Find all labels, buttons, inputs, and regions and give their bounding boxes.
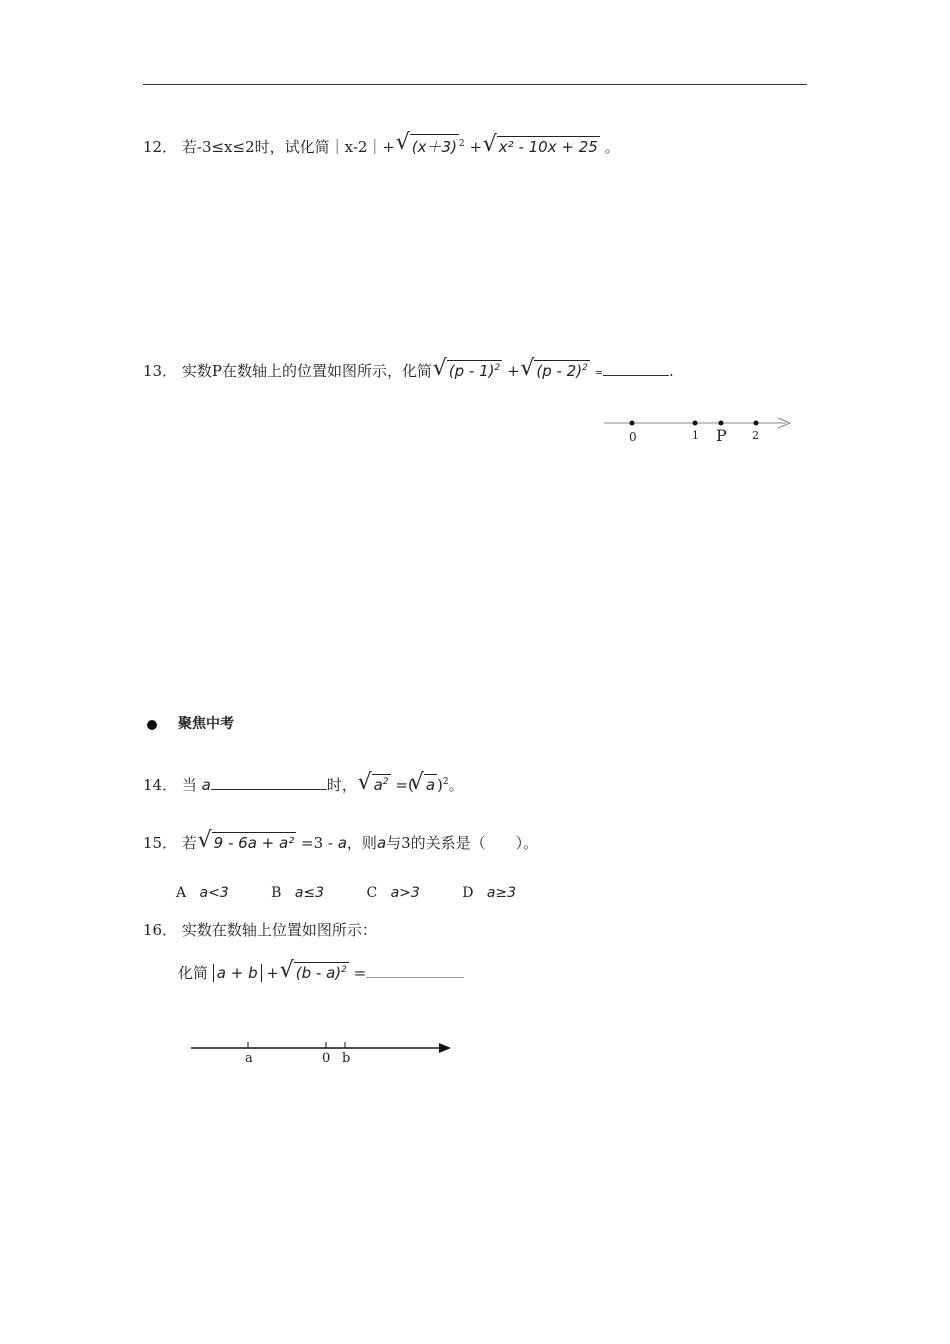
q13-exponent-1: 2 [494, 363, 501, 373]
q16-answer-blank [366, 977, 464, 978]
q13-dot-0 [630, 421, 635, 426]
q15-radicand: 9 - 6a + a² [213, 834, 295, 852]
q13-dot-1 [693, 421, 698, 426]
q14-close: ) [437, 776, 443, 794]
q12-sqrt-2 [487, 136, 600, 156]
question-12 [143, 134, 620, 157]
q15-option-d-value: a≥3 [486, 885, 517, 901]
q12-sqrt-1 [400, 134, 459, 157]
q13-label-0: 0 [629, 430, 637, 444]
q15-options [176, 885, 554, 901]
q14-text-post: 时， [326, 776, 357, 794]
q14-rhs: a [425, 776, 436, 794]
q13-dot-2 [754, 421, 759, 426]
q12-exponent: 2 [458, 139, 465, 149]
q16-abs-inner: a + b [216, 964, 258, 982]
q14-exponent-rhs: 2 [442, 777, 449, 787]
q13-number: 13． [143, 362, 178, 380]
q15-sqrt [202, 832, 297, 852]
q15-option-c-label: C [366, 885, 378, 901]
q14-number: 14． [143, 776, 178, 794]
q13-equals: = [594, 368, 603, 379]
q15-eq: =3 - [301, 834, 338, 852]
q16-sqrt [284, 962, 349, 982]
q16-number: 16． [143, 921, 178, 939]
q15-option-c[interactable] [366, 885, 419, 901]
section-bullet [147, 716, 157, 734]
q15-option-a[interactable] [176, 885, 229, 901]
q13-plus: + [507, 362, 520, 380]
q14-eq: =( [395, 776, 414, 794]
q15-text-post: ，则 [346, 834, 377, 852]
q15-option-b[interactable] [271, 885, 324, 901]
q13-expr1: (p - 1) [448, 362, 495, 380]
q13-label-1: 1 [692, 429, 699, 442]
q15-option-d-label: D [462, 885, 474, 901]
q16-number-line [185, 1036, 460, 1068]
question-14 [143, 774, 464, 795]
q12-expr1: (x＋3) [411, 138, 457, 156]
q15-option-a-value: a<3 [199, 885, 229, 901]
q15-text-pre: 若 [181, 834, 197, 852]
q14-sqrt-lhs [362, 774, 391, 794]
q13-exponent-2: 2 [582, 363, 588, 373]
q16-text: 实数在数轴上位置如图所示： [181, 921, 377, 939]
q15-option-b-value: a≤3 [294, 885, 325, 901]
section-title: 聚焦中考 [178, 716, 234, 732]
q15-option-a-label: A [176, 885, 187, 901]
header-rule [143, 84, 807, 85]
q13-sqrt-2 [524, 360, 589, 380]
q16-simplify: 化简 [178, 964, 209, 982]
q16-abs-expr [213, 964, 262, 982]
q15-option-c-value: a>3 [390, 885, 420, 901]
q16-axis-arrow [439, 1043, 451, 1053]
question-13 [143, 360, 674, 381]
q15-number: 15． [143, 834, 178, 852]
q12-text: 若-3≤x≤2时，试化简｜x-2｜+ [181, 138, 396, 156]
q12-number: 12． [143, 138, 178, 156]
q14-answer-blank [211, 789, 327, 790]
q13-dot-p [719, 421, 724, 426]
q14-var: a [201, 776, 211, 794]
q14-exponent-lhs: 2 [382, 777, 389, 787]
q13-label-2: 2 [752, 429, 759, 442]
q13-end: . [668, 362, 674, 380]
q12-expr2: x² - 10x + 25 [498, 138, 598, 156]
q16-radicand: (b - a) [295, 964, 342, 982]
q15-var2: a [376, 834, 387, 852]
q16-label-0: 0 [322, 1051, 331, 1066]
q13-text: 实数P在数轴上的位置如图所示，化简 [181, 362, 432, 380]
q14-lhs: a [373, 776, 383, 794]
q16-label-a: a [245, 1051, 253, 1066]
q16-plus: + [266, 964, 279, 982]
q14-sqrt-rhs [414, 774, 437, 794]
q13-expr2: (p - 2) [536, 362, 583, 380]
q13-label-p: P [716, 426, 727, 445]
q13-answer-blank [603, 375, 669, 376]
q12-end: 。 [604, 138, 620, 156]
q13-sqrt-1 [437, 360, 502, 380]
q15-var: a [337, 834, 347, 852]
q14-text-pre: 当 [181, 776, 197, 794]
q13-number-line [600, 410, 800, 450]
q16-expression [178, 962, 464, 983]
question-15 [143, 832, 538, 853]
q15-option-b-label: B [271, 885, 282, 901]
q15-text-end: 与3的关系是（ ）。 [386, 834, 539, 852]
q14-end: 。 [448, 776, 464, 794]
q12-plus: + [469, 138, 483, 156]
q15-option-d[interactable] [462, 885, 516, 901]
question-16 [143, 919, 377, 940]
q16-eq: = [353, 964, 367, 982]
q16-exponent: 2 [341, 965, 347, 975]
q16-label-b: b [342, 1051, 351, 1066]
